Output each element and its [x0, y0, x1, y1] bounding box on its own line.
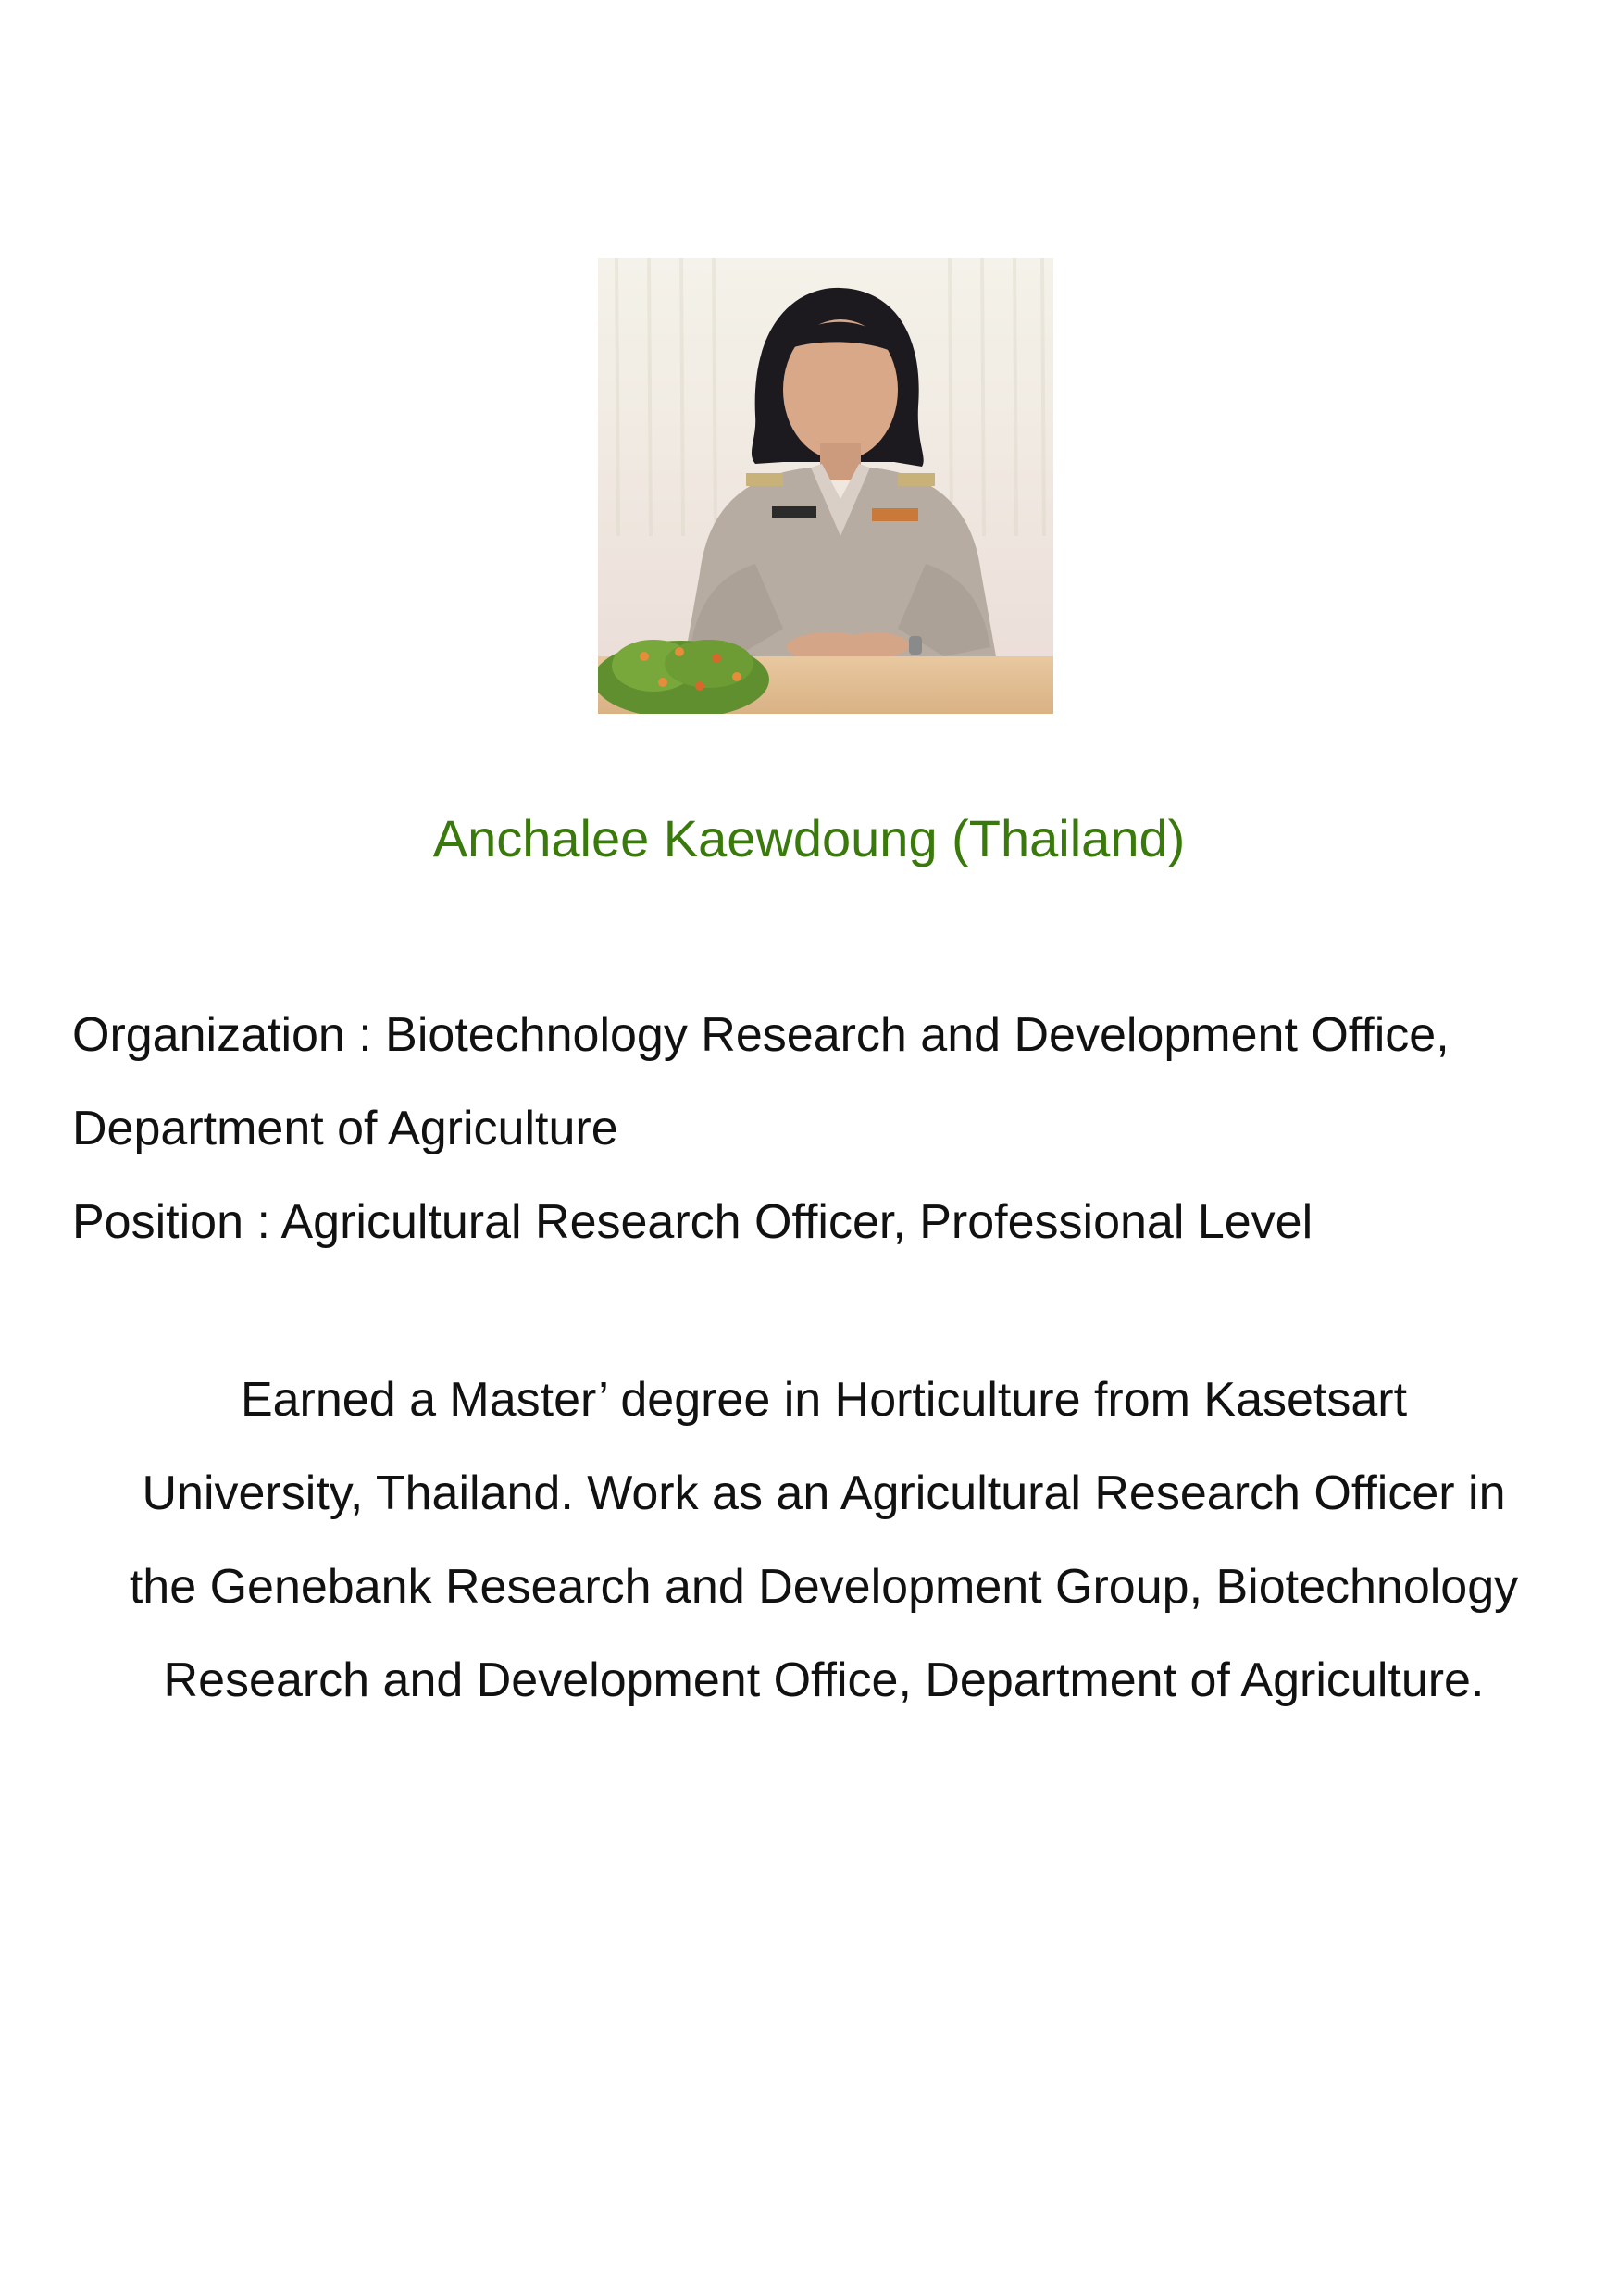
portrait-illustration [598, 258, 1053, 714]
bio-line-4: Research and Development Office, Department of Agriculture. [163, 1653, 1485, 1707]
profile-details [72, 989, 1590, 1269]
position-line: Position : Agricultural Research Officer, Professional Level [72, 1195, 1313, 1249]
biography [72, 1354, 1575, 1728]
bio-line-2: University, Thailand. Work as an Agricultural Research Officer in [142, 1466, 1506, 1520]
person-name: Anchalee Kaewdoung (Thailand) [432, 809, 1186, 867]
organization-line-2: Department of Agriculture [72, 1102, 618, 1155]
organization-line-1: Organization : Biotechnology Research and Development Office, [72, 1008, 1450, 1062]
bio-line-3: the Genebank Research and Development Group, Biotechnology [129, 1560, 1519, 1614]
profile-photo [598, 258, 1053, 714]
bio-line-1: Earned a Master’ degree in Horticulture from Kasetsart [240, 1373, 1408, 1427]
